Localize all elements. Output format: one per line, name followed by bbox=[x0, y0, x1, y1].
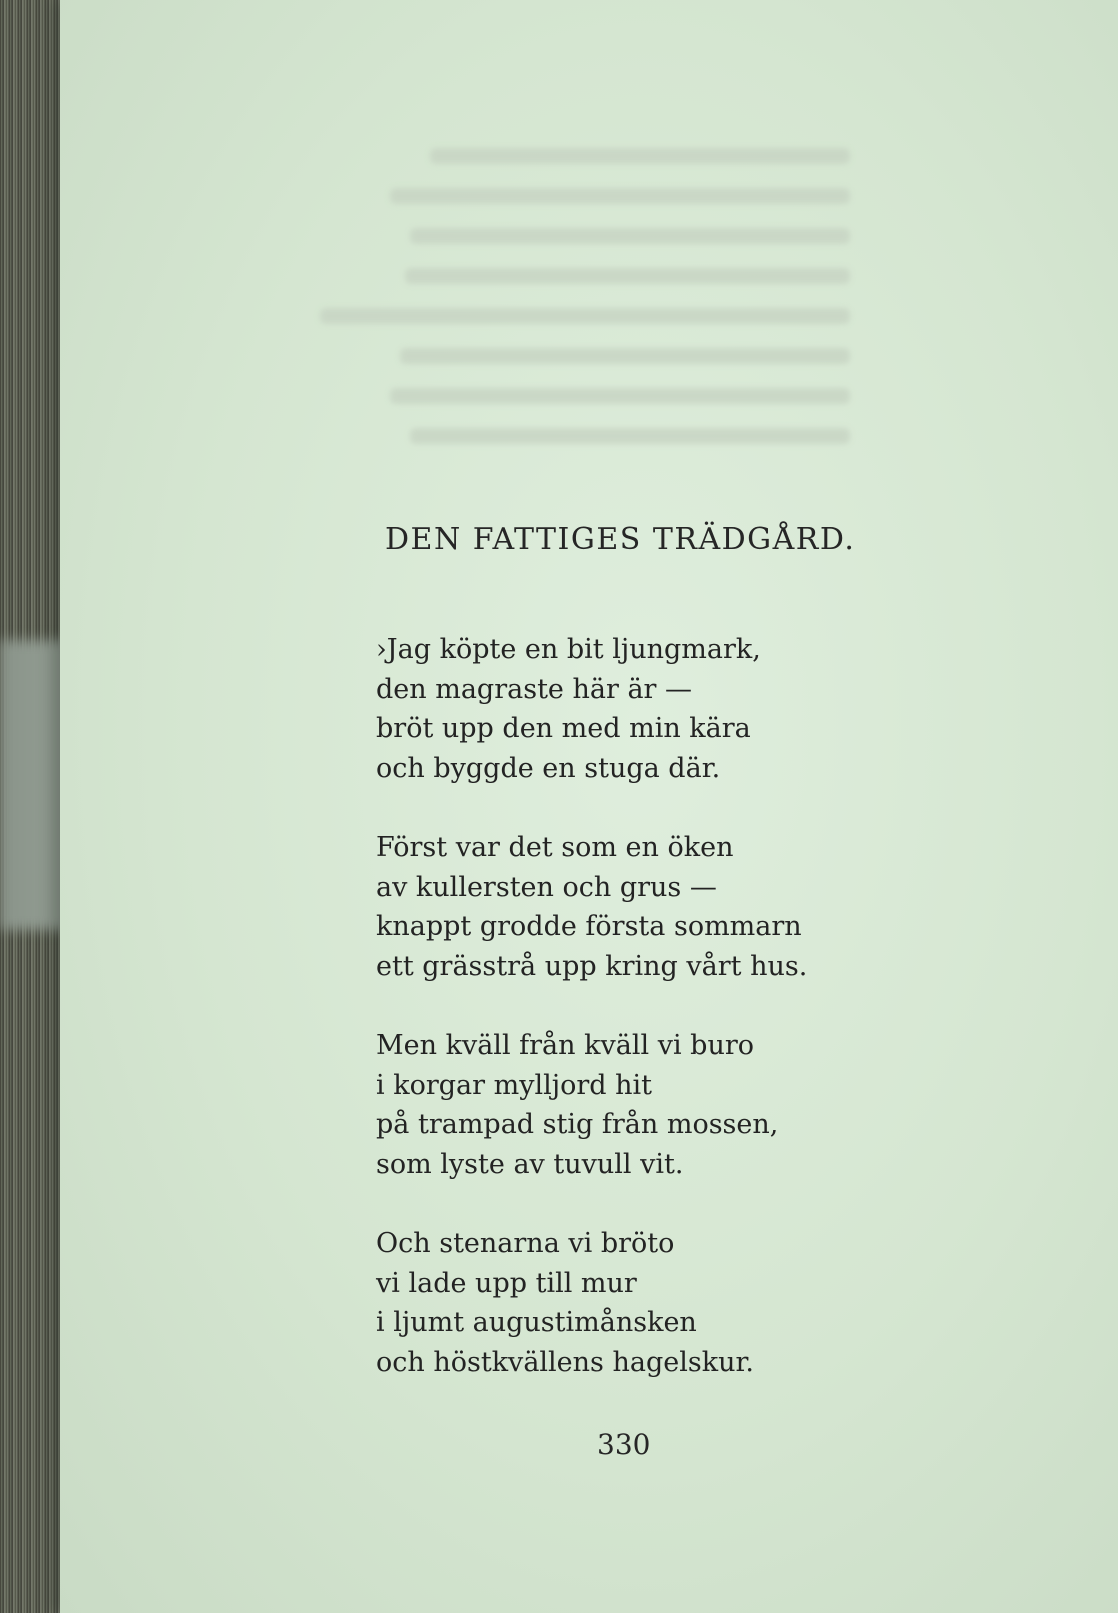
stanza-2 bbox=[376, 828, 807, 986]
poem-line: ›Jag köpte en bit ljungmark, bbox=[376, 634, 761, 665]
poem-line: knappt grodde första sommarn bbox=[376, 911, 802, 942]
show-through-text bbox=[60, 140, 1118, 460]
poem-line: i ljumt augustimånsken bbox=[376, 1307, 697, 1338]
poem-line: och höstkvällens hagelskur. bbox=[376, 1346, 754, 1378]
poem-line: ett grässtrå upp kring vårt hus. bbox=[376, 950, 808, 982]
poem-line: i korgar mylljord hit bbox=[376, 1069, 653, 1101]
poem-line: av kullersten och grus — bbox=[376, 871, 717, 903]
poem-line: Men kväll från kväll vi buro bbox=[376, 1030, 754, 1061]
poem-line: vi lade upp till mur bbox=[376, 1267, 637, 1299]
stanza-4 bbox=[376, 1224, 754, 1382]
poem-line: och byggde en stuga där. bbox=[376, 752, 721, 784]
poem-line: den magraste här är — bbox=[376, 673, 693, 705]
poem-line: som lyste av tuvull vit. bbox=[376, 1148, 684, 1180]
poem-title: DEN FATTIGES TRÄDGÅRD. bbox=[385, 522, 856, 557]
poem-line: Först var det som en öken bbox=[376, 832, 734, 863]
poem-line: bröt upp den med min kära bbox=[376, 713, 751, 744]
stanza-3 bbox=[376, 1026, 778, 1184]
stanza-1 bbox=[376, 630, 761, 788]
poem-line: Och stenarna vi bröto bbox=[376, 1228, 675, 1259]
page-number: 330 bbox=[597, 1428, 651, 1461]
poem-line: på trampad stig från mossen, bbox=[376, 1109, 779, 1140]
